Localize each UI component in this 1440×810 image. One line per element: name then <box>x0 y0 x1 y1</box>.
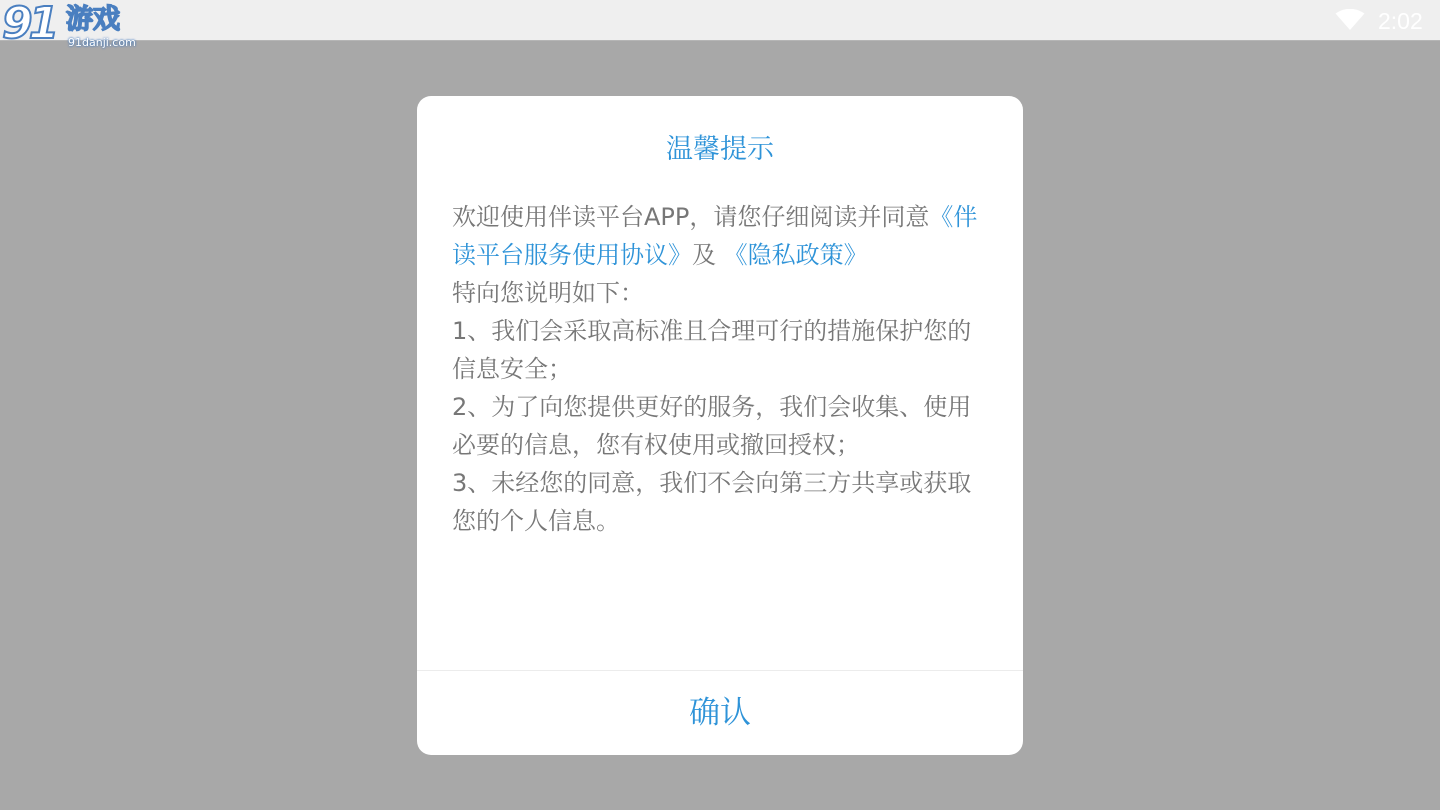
status-bar <box>0 0 1440 49</box>
lead-in-text: 特向您说明如下： <box>452 279 644 307</box>
list-item: 2、为了向您提供更好的服务，我们会收集、使用必要的信息，您有权使用或撤回授权； <box>452 393 972 459</box>
intro-text: 欢迎使用伴读平台APP，请您仔细阅读并同意 <box>452 203 930 231</box>
conjunction-text: 及 <box>692 241 724 269</box>
dialog-title: 温馨提示 <box>666 134 774 165</box>
list-item: 3、未经您的同意，我们不会向第三方共享或获取您的个人信息。 <box>452 469 972 535</box>
dialog-body <box>452 198 988 540</box>
site-watermark-logo <box>2 2 138 54</box>
watermark-label: 游戏 <box>66 4 120 35</box>
intro-paragraph <box>452 198 988 274</box>
privacy-policy-link[interactable]: 《隐私政策》 <box>723 241 868 269</box>
status-bar-time: 2:02 <box>1378 8 1423 34</box>
service-agreement-link[interactable]: 《伴读平台服务使用协议》 <box>452 203 978 269</box>
privacy-notice-dialog <box>417 96 1023 755</box>
watermark-domain: 91danji.com <box>68 36 136 49</box>
confirm-button[interactable]: 确认 <box>417 671 1023 755</box>
list-item: 1、我们会采取高标准且合理可行的措施保护您的信息安全； <box>452 317 972 383</box>
watermark-number: 91 <box>2 0 56 49</box>
wifi-icon <box>1335 9 1365 31</box>
